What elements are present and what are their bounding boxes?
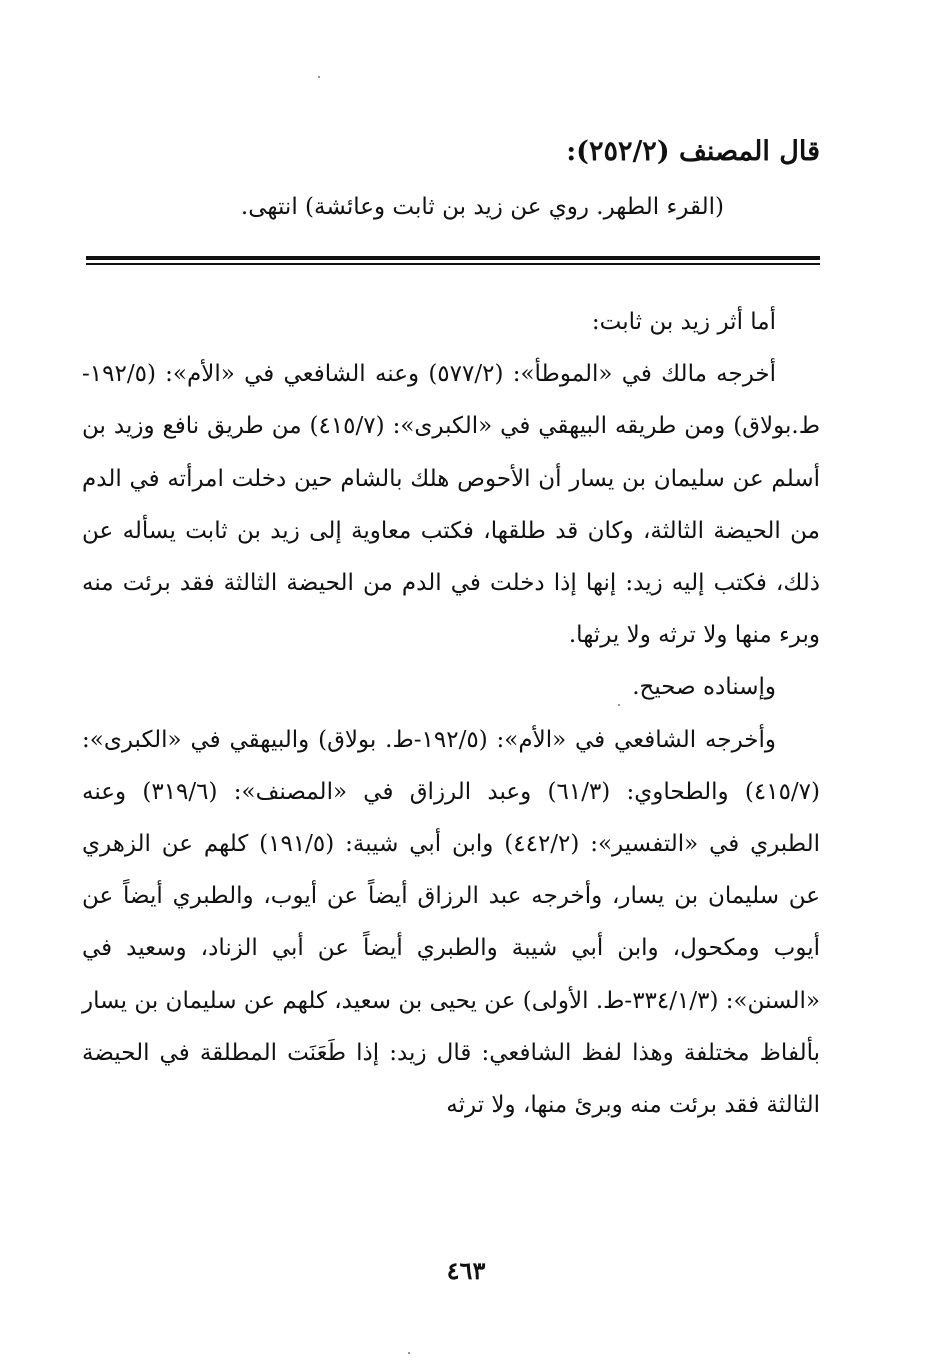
quoted-text: (القرء الطهر. روي عن زيد بن ثابت وعائشة) انتهى.	[240, 194, 724, 220]
scan-speck	[318, 76, 320, 78]
paragraph-isnad: وإسناده صحيح.	[632, 674, 776, 701]
section-heading: قال المصنف (٢٥٢/٢):	[566, 136, 820, 167]
paragraph-shafii: وأخرجه الشافعي في «الأم»: (١٩٢/٥-ط. بولاق) والبيهقي في «الكبرى»: (٤١٥/٧) والطحاوي: (٦١/٣) وعبد الرزاق في «المصنف»: (٣١٩/٦) وعنه الطبري في «التفسير»: (٤٤٢/٢) وابن أبي شيبة: (١٩١/٥) كلهم عن الزهري عن سليمان بن يسار، وأخرجه عبد الرزاق أيضاً عن أيوب، والطبري أيضاً عن أيوب ومكحول، وابن أبي شيبة والطبري أيضاً عن أبي الزناد، وسعيد في «السنن»: (٣٣٤/١/٣-ط. الأولى) عن يحيى بن سعيد، كلهم عن سليمان بن يسار بألفاظ مختلفة وهذا لفظ الشافعي: قال زيد: إذا طَعَنَت المطلقة في الحيضة الثالثة فقد برئت منه وبرئ منها، ولا ترثه	[81, 726, 821, 1119]
paragraph-intro: أما أثر زيد بن ثابت:	[591, 309, 776, 335]
scan-speck	[618, 704, 620, 706]
paragraph-malik: أخرجه مالك في «الموطأ»: (٥٧٧/٢) وعنه الشافعي في «الأم»: (١٩٢/٥-ط.بولاق) ومن طريقه البيهقي في «الكبرى»: (٤١٥/٧) من طريق نافع وزيد بن أسلم عن سليمان بن يسار أن الأحوص هلك بالشام حين دخلت امرأته في الدم من الحيضة الثالثة، وكان قد طلقها، فكتب معاوية إلى زيد بن ثابت يسأله عن ذلك، فكتب إليه زيد: إنها إذا دخلت في الدم من الحيضة الثالثة فقد برئت منه وبرء منها ولا ترثه ولا يرثها.	[82, 361, 820, 649]
scan-speck	[408, 1352, 410, 1354]
body-text	[82, 296, 820, 1131]
separator-rule-thin	[86, 263, 820, 265]
separator-rule-thick	[86, 256, 820, 260]
page-number: ٤٦٣	[446, 1256, 486, 1285]
